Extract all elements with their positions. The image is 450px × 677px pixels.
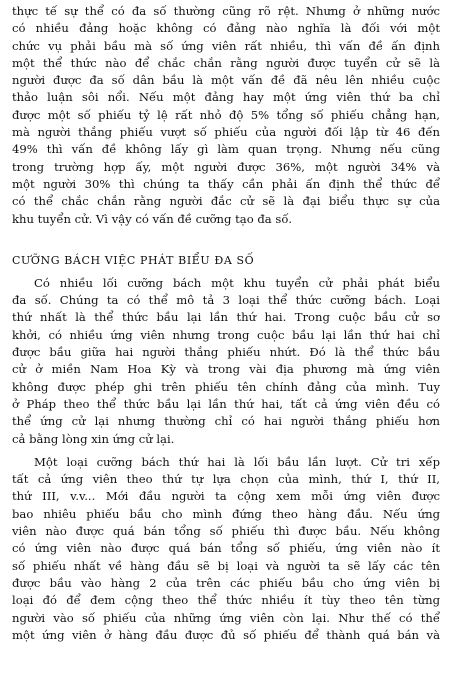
text-line: có ứng viên nào được quá bán tổng số phiếu, ứng viên nào ít xyxy=(12,541,440,556)
text-line: không được phép ghi trên phiếu tên chính đảng của mình. Tuy xyxy=(12,379,440,394)
text-line: ở Pháp theo thể thức bầu lại lần thứ hai, tất cả ứng viên đều có xyxy=(12,396,440,411)
text-line: một ứng viên ở hàng đầu được đủ số phiếu để thành quá bán và xyxy=(12,627,440,642)
text-line: cả bằng lòng xin ứng cử lại. xyxy=(12,431,175,446)
text-line: khởi, có nhiều ứng viên nhưng trong cuộc bầu lại lần thứ hai chỉ xyxy=(12,327,440,342)
text-line: số phiếu nhất về hàng đầu sẽ bị loại và người ta sẽ lấy các tên xyxy=(12,558,440,573)
text-line: một người 30% thì chúng ta thấy cần phải ấn định thể thức để xyxy=(12,176,440,191)
text-line: bao nhiêu phiếu bầu cho mình đứng theo hàng đầu. Nếu ứng xyxy=(12,506,440,521)
section-heading: CƯỠNG BÁCH VIỆC PHÁT BIỂU ĐA SỐ xyxy=(12,253,255,267)
text-line: tất cả ứng viên theo thứ tự lựa chọn của mình, thứ I, thứ II, xyxy=(12,472,440,487)
text-line: người vào số phiếu của những ứng viên còn lại. Như thế có thể xyxy=(12,610,440,625)
text-line: được bầu giữa hai người thắng phiếu nhứt. Đó là thể thức bầu xyxy=(12,345,440,360)
text-line: mà người thắng phiếu vượt số phiếu của người đối lập từ 46 đến xyxy=(12,125,440,140)
text-line: có thể chắc chắn rằng người đắc cử sẽ là đại biểu thực sự của xyxy=(12,194,440,209)
text-line: được bầu vào hàng 2 của trên các phiếu bầu cho ứng viên bị xyxy=(12,575,440,590)
text-line: thể ứng cử lại nhưng thường chỉ có hai người thắng phiếu hơn xyxy=(12,414,440,429)
text-line: thứ III, v.v... Mới đầu người ta cộng xem mỗi ứng viên được xyxy=(12,489,440,504)
paragraph-2 xyxy=(12,275,440,448)
text-line: cử ở miền Nam Hoa Kỳ và trong vài địa phương mà ứng viên xyxy=(12,362,440,377)
paragraph-3 xyxy=(12,454,440,644)
text-line: được một số phiếu tỷ lệ rất nhỏ độ 5% tổng số phiếu chẳng hạn, xyxy=(12,107,440,122)
text-line: khu tuyển cử. Vì vậy có vấn đề cưỡng tạo đa số. xyxy=(12,211,293,226)
text-line: trong trường hợp ấy, một người được 36%, một người 34% và xyxy=(12,159,440,174)
text-line: thực tế sự thể có đa số thường cũng rõ rệt. Nhưng ở những nước xyxy=(12,4,440,18)
text-line: đa số. Chúng ta có thể mô tả 3 loại thể thức cưỡng bách. Loại xyxy=(12,293,440,308)
section-gap xyxy=(12,228,440,252)
text-line: thảo luận sôi nổi. Nếu một đảng hay một ứng viên thứ ba chỉ xyxy=(12,90,440,105)
text-line: 49% thì vấn đề không lấy gì làm quan trọng. Nhưng nếu cũng xyxy=(12,142,440,157)
text-line: có nhiều đảng hoặc không có đảng nào nghĩa là đối với một xyxy=(12,21,440,36)
text-line: viên nào được quá bán tổng số phiếu thì được bầu. Nếu không xyxy=(12,524,440,539)
paragraph-1 xyxy=(12,3,440,228)
text-line: thứ nhất là thể thức bầu lại lần thứ hai. Trong cuộc bầu cử sơ xyxy=(12,310,440,325)
text-line: Một loại cưỡng bách thứ hai là lối bầu lần lượt. Cử tri xếp xyxy=(34,454,440,469)
text-line: người được đa số dân bầu là một vấn đề đã nêu lên nhiều cuộc xyxy=(12,73,440,88)
text-line: một thể thức nào để chắc chắn rằng người được tuyển cử sẽ là xyxy=(12,55,440,70)
text-line: Có nhiều lối cưỡng bách một khu tuyển cử phải phát biểu xyxy=(34,275,440,290)
text-line: loại đó để đem cộng theo thể thức nhiều ít tùy theo tên từng xyxy=(12,593,440,608)
text-line: chức vụ phải bầu mà số ứng viên rất nhiều, thì vấn đề ấn định xyxy=(12,38,440,53)
